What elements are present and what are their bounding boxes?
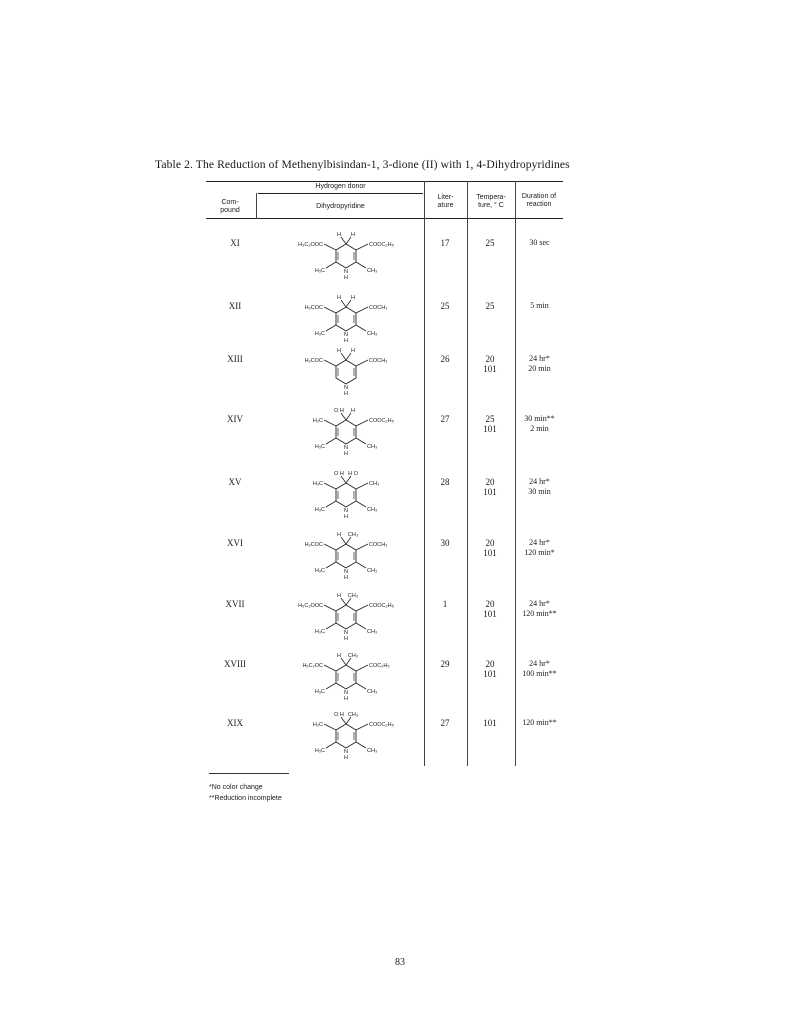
bond xyxy=(346,353,351,360)
temperature-value: 20 101 xyxy=(483,538,497,558)
reaction-duration: 24 hr* 100 min** xyxy=(522,659,557,678)
substituent-left: H₃COC xyxy=(304,305,323,311)
dihydropyridine-structure xyxy=(276,226,416,288)
footnote-rule xyxy=(209,773,289,774)
literature-ref: 1 xyxy=(442,599,448,609)
header-bottom-rule xyxy=(206,218,563,219)
temperature-value: 25 xyxy=(485,301,495,311)
bond xyxy=(346,598,351,605)
substituent-bottom-right: CH₃ xyxy=(367,568,378,574)
ring-nitrogen: N xyxy=(344,385,348,391)
substituent-top-right: H xyxy=(351,295,355,301)
header-dihydropyridine: Dihydropyridine xyxy=(316,203,365,210)
bond xyxy=(346,237,351,244)
literature-ref: 29 xyxy=(440,659,450,669)
substituent-top-left: O H xyxy=(334,408,344,414)
substituent-bottom-left: H₃C xyxy=(314,444,325,450)
literature-ref: 17 xyxy=(440,238,450,248)
bond xyxy=(324,544,336,550)
header-compound: Com- pound xyxy=(220,199,240,214)
bond xyxy=(346,537,351,544)
substituent-left: H₅C₂OOC xyxy=(298,603,323,609)
bond xyxy=(341,353,346,360)
bond xyxy=(324,605,336,611)
reaction-duration: 5 min xyxy=(530,301,549,310)
substituent-top-left: O H xyxy=(334,712,344,718)
ring-nitrogen: N xyxy=(344,269,348,275)
substituent-top-left: H xyxy=(337,232,341,238)
compound-id: XI xyxy=(230,238,240,248)
ring-nh-hydrogen: H xyxy=(344,451,348,457)
literature-ref: 30 xyxy=(440,538,450,548)
structure-drawing xyxy=(276,587,416,649)
substituent-left: H₃COC xyxy=(304,358,323,364)
structure-drawing xyxy=(276,226,416,288)
temperature-value: 101 xyxy=(483,718,497,728)
substituent-left: H₅C₂OC xyxy=(302,663,323,669)
header-duration: Duration of reaction xyxy=(521,193,557,208)
bond xyxy=(341,537,346,544)
reaction-duration: 24 hr* 120 min** xyxy=(522,599,557,618)
substituent-bottom-left: H₃C xyxy=(314,331,325,337)
ring-nitrogen: N xyxy=(344,630,348,636)
bond xyxy=(356,420,368,426)
temperature-value: 20 101 xyxy=(483,354,497,374)
header-temperature: Tempera- ture, ° C xyxy=(476,194,506,209)
reduction-table xyxy=(206,181,563,766)
structure-drawing xyxy=(276,402,416,464)
bond xyxy=(346,413,351,420)
footnote-reduction-incomplete: **Reduction incomplete xyxy=(209,795,282,802)
temperature-value: 20 101 xyxy=(483,477,497,497)
structure-drawing xyxy=(276,526,416,588)
bond xyxy=(346,300,351,307)
substituent-right: COOC₂H₅ xyxy=(369,418,394,424)
substituent-bottom-right: CH₃ xyxy=(367,748,378,754)
bond xyxy=(324,307,336,313)
ring-nh-hydrogen: H xyxy=(344,275,348,281)
compound-id: XIV xyxy=(227,414,243,424)
pyridine-ring xyxy=(336,605,356,629)
reaction-duration: 24 hr* 120 min* xyxy=(524,538,555,557)
substituent-top-left: H xyxy=(337,532,341,538)
bond xyxy=(356,483,368,489)
substituent-bottom-right: CH₃ xyxy=(367,507,378,513)
bond xyxy=(356,742,366,748)
temperature-value: 25 101 xyxy=(483,414,497,434)
substituent-top-right: H O xyxy=(348,471,358,477)
substituent-left: H₃C xyxy=(312,722,323,728)
compound-id: XIII xyxy=(227,354,243,364)
literature-ref: 28 xyxy=(440,477,450,487)
bond xyxy=(324,420,336,426)
substituent-bottom-left: H₃C xyxy=(314,268,325,274)
substituent-left: H₃C₂OOC xyxy=(298,242,323,248)
substituent-bottom-left: H₃C xyxy=(314,568,325,574)
ring-nh-hydrogen: H xyxy=(344,755,348,761)
compound-id: XVI xyxy=(227,538,243,548)
ring-nitrogen: N xyxy=(344,690,348,696)
pyridine-ring xyxy=(336,665,356,689)
bond xyxy=(346,476,351,483)
pyridine-ring xyxy=(336,360,356,384)
bond xyxy=(356,307,368,313)
reaction-duration: 120 min** xyxy=(522,718,557,727)
bond xyxy=(356,665,368,671)
substituent-top-right: CH₃ xyxy=(347,653,359,659)
compound-id: XVII xyxy=(225,599,245,609)
dihydropyridine-structure xyxy=(276,526,416,588)
substituent-top-right: H xyxy=(351,348,355,354)
substituent-right: COOC₂H₅ xyxy=(369,242,394,248)
dihydropyridine-structure xyxy=(276,706,416,768)
substituent-top-right: CH₃ xyxy=(347,593,359,599)
substituent-top-left: H xyxy=(337,295,341,301)
pyridine-ring xyxy=(336,724,356,748)
substituent-bottom-right: CH₃ xyxy=(367,331,378,337)
ring-nitrogen: N xyxy=(344,569,348,575)
pyridine-ring xyxy=(336,544,356,568)
bond xyxy=(356,605,368,611)
bond xyxy=(324,244,336,250)
ring-nh-hydrogen: H xyxy=(344,391,348,397)
bond xyxy=(346,717,351,724)
compound-id: XVIII xyxy=(224,659,246,669)
substituent-left: H₃C xyxy=(312,418,323,424)
bond xyxy=(356,360,368,366)
ring-nitrogen: N xyxy=(344,332,348,338)
substituent-right: COOC₂H₅ xyxy=(369,603,394,609)
bond xyxy=(326,501,336,507)
table-top-rule xyxy=(206,181,563,182)
bond xyxy=(356,325,366,331)
compound-id: XV xyxy=(228,477,242,487)
literature-ref: 26 xyxy=(440,354,450,364)
reaction-duration: 24 hr* 30 min xyxy=(528,477,551,496)
bond xyxy=(341,717,346,724)
bond xyxy=(326,325,336,331)
structure-drawing xyxy=(276,342,416,404)
compound-id: XIX xyxy=(227,718,243,728)
substituent-bottom-right: CH₃ xyxy=(367,689,378,695)
substituent-right: COCH₃ xyxy=(369,358,388,364)
substituent-bottom-left: H₃C xyxy=(314,689,325,695)
bond xyxy=(341,300,346,307)
substituent-bottom-left: H₃C xyxy=(314,748,325,754)
temperature-value: 20 101 xyxy=(483,599,497,619)
structure-drawing xyxy=(276,647,416,709)
pyridine-ring xyxy=(336,420,356,444)
substituent-left: H₃COC xyxy=(304,542,323,548)
substituent-top-left: H xyxy=(337,593,341,599)
dihydropyridine-structure xyxy=(276,402,416,464)
substituent-top-left: O H xyxy=(334,471,344,477)
bond xyxy=(326,623,336,629)
bond xyxy=(356,438,366,444)
bond xyxy=(356,244,368,250)
ring-nh-hydrogen: H xyxy=(344,636,348,642)
bond xyxy=(326,262,336,268)
ring-nitrogen: N xyxy=(344,749,348,755)
ring-nh-hydrogen: H xyxy=(344,338,348,344)
substituent-bottom-left: H₃C xyxy=(314,629,325,635)
temperature-value: 25 xyxy=(485,238,495,248)
reaction-duration: 30 sec xyxy=(529,238,550,247)
substituent-top-left: H xyxy=(337,348,341,354)
bond xyxy=(324,665,336,671)
substituent-top-right: CH₃ xyxy=(347,712,359,718)
bond xyxy=(341,476,346,483)
bond xyxy=(356,623,366,629)
substituent-right: COC₂H₅ xyxy=(369,663,390,669)
bond xyxy=(326,562,336,568)
header-hydrogen-donor: Hydrogen donor xyxy=(315,183,366,190)
substituent-top-right: CH₃ xyxy=(347,532,359,538)
bond xyxy=(346,658,351,665)
substituent-top-right: H xyxy=(351,408,355,414)
header-literature: Liter- ature xyxy=(437,194,454,209)
dihydropyridine-structure xyxy=(276,587,416,649)
compound-id: XII xyxy=(228,301,242,311)
structure-drawing xyxy=(276,706,416,768)
substituent-bottom-right: CH₃ xyxy=(367,629,378,635)
substituent-left: H₃C xyxy=(312,481,323,487)
substituent-right: COCH₃ xyxy=(369,542,388,548)
ring-nh-hydrogen: H xyxy=(344,514,348,520)
pyridine-ring xyxy=(336,307,356,331)
literature-col-divider xyxy=(424,181,425,766)
bond xyxy=(326,438,336,444)
structure-drawing xyxy=(276,465,416,527)
bond xyxy=(356,501,366,507)
ring-nitrogen: N xyxy=(344,445,348,451)
bond xyxy=(324,483,336,489)
bond xyxy=(356,544,368,550)
ring-nitrogen: N xyxy=(344,508,348,514)
compound-col-divider xyxy=(256,193,257,219)
substituent-bottom-right: CH₃ xyxy=(367,444,378,450)
bond xyxy=(356,262,366,268)
literature-ref: 25 xyxy=(440,301,450,311)
substituent-top-right: H xyxy=(351,232,355,238)
bond xyxy=(326,683,336,689)
pyridine-ring xyxy=(336,244,356,268)
bond xyxy=(324,360,336,366)
substituent-top-left: H xyxy=(337,653,341,659)
bond xyxy=(356,724,368,730)
bond xyxy=(326,742,336,748)
page-number: 83 xyxy=(395,957,405,968)
bond xyxy=(341,413,346,420)
bond xyxy=(341,237,346,244)
literature-ref: 27 xyxy=(440,414,450,424)
reaction-duration: 30 min** 2 min xyxy=(524,414,555,433)
bond xyxy=(341,658,346,665)
bond xyxy=(356,562,366,568)
bond xyxy=(341,598,346,605)
ring-nh-hydrogen: H xyxy=(344,575,348,581)
ring-nh-hydrogen: H xyxy=(344,696,348,702)
substituent-bottom-right: CH₃ xyxy=(367,268,378,274)
bond xyxy=(356,683,366,689)
bond xyxy=(324,724,336,730)
dihydropyridine-structure xyxy=(276,465,416,527)
pyridine-ring xyxy=(336,483,356,507)
hydrogen-donor-rule xyxy=(258,193,423,194)
dihydropyridine-structure xyxy=(276,647,416,709)
reaction-duration: 24 hr* 20 min xyxy=(528,354,551,373)
substituent-bottom-left: H₃C xyxy=(314,507,325,513)
literature-ref: 27 xyxy=(440,718,450,728)
substituent-right: COCH₃ xyxy=(369,305,388,311)
dihydropyridine-structure xyxy=(276,342,416,404)
table-title: Table 2. The Reduction of Methenylbisindan-1, 3-dione (II) with 1, 4-Dihydropyridines xyxy=(155,158,570,171)
footnote-no-color-change: *No color change xyxy=(209,784,263,791)
substituent-right: COOC₂H₅ xyxy=(369,722,394,728)
substituent-right: CH₃ xyxy=(369,481,380,487)
temperature-value: 20 101 xyxy=(483,659,497,679)
